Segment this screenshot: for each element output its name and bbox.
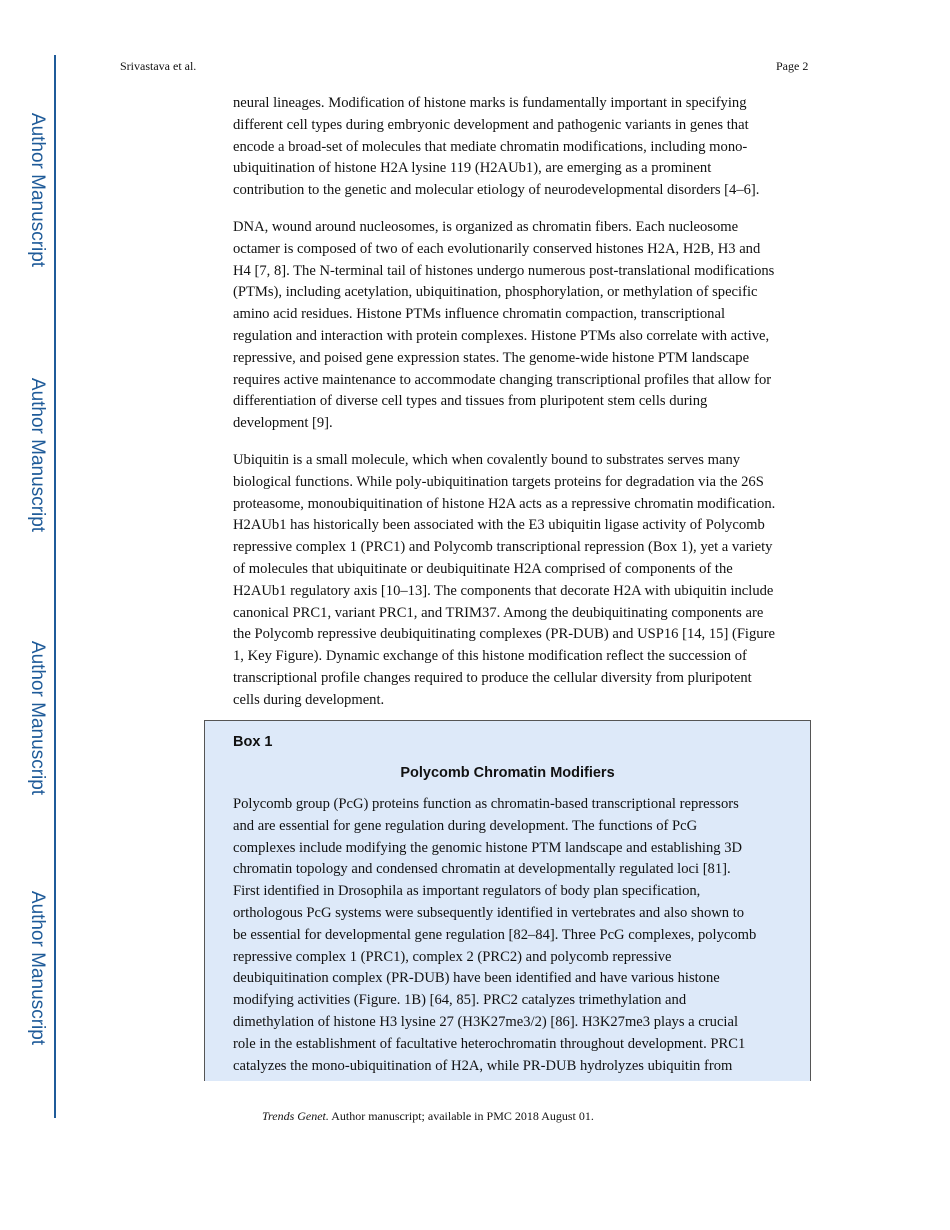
text-line: proteasome, monoubiquitination of histone H2A acts as a repressive chromatin modification. <box>233 495 776 512</box>
paragraph <box>233 93 823 202</box>
sidebar-divider <box>54 55 56 1118</box>
text-line: requires active maintenance to accommodate changing transcriptional profiles that allow for <box>233 371 772 388</box>
sidebar-label-text: Author Manuscript <box>27 112 48 268</box>
text-line: modifying activities (Figure. 1B) [64, 85]. PRC2 catalyzes trimethylation and <box>233 992 687 1009</box>
text-line: contribution to the genetic and molecular etiology of neurodevelopmental disorders [4–6]. <box>233 182 760 199</box>
box-paragraph <box>233 794 823 1077</box>
sidebar-label-text: Author Manuscript <box>27 640 48 796</box>
footer-text: Author manuscript; available in PMC 2018 August 01. <box>328 1109 594 1123</box>
text-line: repressive complex 1 (PRC1) and Polycomb transcriptional repression (Box 1), yet a variety <box>233 539 773 556</box>
text-line: differentiation of diverse cell types and tissues from pluripotent stem cells during <box>233 393 708 410</box>
box-label: Box 1 <box>233 734 273 750</box>
text-line: (PTMs), including acetylation, ubiquitination, phosphorylation, or methylation of specific <box>233 284 758 301</box>
text-line: First identified in Drosophila as important regulators of body plan specification, <box>233 883 701 900</box>
text-line: Polycomb group (PcG) proteins function as chromatin-based transcriptional repressors <box>233 796 739 812</box>
text-line: repressive complex 1 (PRC1), complex 2 (PRC2) and polycomb repressive <box>233 948 672 965</box>
text-line: development [9]. <box>233 415 333 432</box>
text-line: be essential for developmental gene regulation [82–84]. Three PcG complexes, polycomb <box>233 926 757 943</box>
text-line: orthologous PcG systems were subsequently identified in vertebrates and also shown to <box>233 904 745 921</box>
text-line: biological functions. While poly-ubiquitination targets proteins for degradation via the 26S <box>233 473 764 490</box>
text-line: H2AUb1 has historically been associated with the E3 ubiquitin ligase activity of Polycomb <box>233 517 765 534</box>
text-line: encode a broad-set of molecules that mediate chromatin modifications, including mono- <box>233 138 748 155</box>
text-line: 1, Key Figure). Dynamic exchange of this histone modification reflect the succession of <box>233 648 747 665</box>
text-line: deubiquitination complex (PR-DUB) have been identified and have various histone <box>233 970 720 987</box>
page-number: Page 2 <box>776 59 809 73</box>
text-line: DNA, wound around nucleosomes, is organized as chromatin fibers. Each nucleosome <box>233 219 739 235</box>
text-line: H4 [7, 8]. The N-terminal tail of histones undergo numerous post-translational modifications <box>233 262 775 279</box>
text-line: H2AUb1 regulatory axis [10–13]. The components that decorate H2A with ubiquitin include <box>233 582 774 599</box>
text-line: complexes include modifying the genomic histone PTM landscape and establishing 3D <box>233 839 743 856</box>
text-line: different cell types during embryonic development and pathogenic variants in genes that <box>233 116 749 133</box>
footer-citation <box>262 1109 594 1124</box>
text-line: and are essential for gene regulation during development. The functions of PcG <box>233 817 698 834</box>
sidebar-label-text: Author Manuscript <box>27 890 48 1046</box>
text-line: catalyzes the mono-ubiquitination of H2A, while PR-DUB hydrolyzes ubiquitin from <box>233 1057 733 1074</box>
sidebar-label-text: Author Manuscript <box>27 377 48 533</box>
text-line: of molecules that ubiquitinate or deubiquitinate H2A comprised of components of the <box>233 560 733 577</box>
box-title: Polycomb Chromatin Modifiers <box>400 765 615 781</box>
text-line: dimethylation of histone H3 lysine 27 (H3K27me3/2) [86]. H3K27me3 plays a crucial <box>233 1013 739 1030</box>
text-line: cells during development. <box>233 691 385 708</box>
text-line: repressive, and poised gene expression states. The genome-wide histone PTM landscape <box>233 349 750 366</box>
text-line: octamer is composed of two of each evolutionarily conserved histones H2A, H2B, H3 and <box>233 240 761 257</box>
text-line: role in the establishment of facultative heterochromatin throughout development. PRC1 <box>233 1035 746 1052</box>
text-line: ubiquitination of histone H2A lysine 119 (H2AUb1), are emerging as a prominent <box>233 160 712 177</box>
journal-name: Trends Genet. <box>262 1109 329 1123</box>
text-line: the Polycomb repressive deubiquitinating complexes (PR-DUB) and USP16 [14, 15] (Figure <box>233 626 775 643</box>
paragraph <box>233 450 823 712</box>
box-1 <box>204 720 811 1081</box>
text-line: chromatin topology and condensed chromatin at developmentally regulated loci [81]. <box>233 861 731 878</box>
text-line: canonical PRC1, variant PRC1, and TRIM37. Among the deubiquitinating components are <box>233 604 764 621</box>
running-header-authors: Srivastava et al. <box>120 59 197 73</box>
text-line: regulation and interaction with protein complexes. Histone PTMs also correlate with active, <box>233 327 770 344</box>
text-line: transcriptional profile changes required to produce the cellular diversity from pluripotent <box>233 669 752 686</box>
text-line: neural lineages. Modification of histone marks is fundamentally important in specifying <box>233 95 747 111</box>
paragraph <box>233 217 823 435</box>
text-line: Ubiquitin is a small molecule, which when covalently bound to substrates serves many <box>233 452 741 468</box>
text-line: amino acid residues. Histone PTMs influence chromatin compaction, transcriptional <box>233 306 726 323</box>
